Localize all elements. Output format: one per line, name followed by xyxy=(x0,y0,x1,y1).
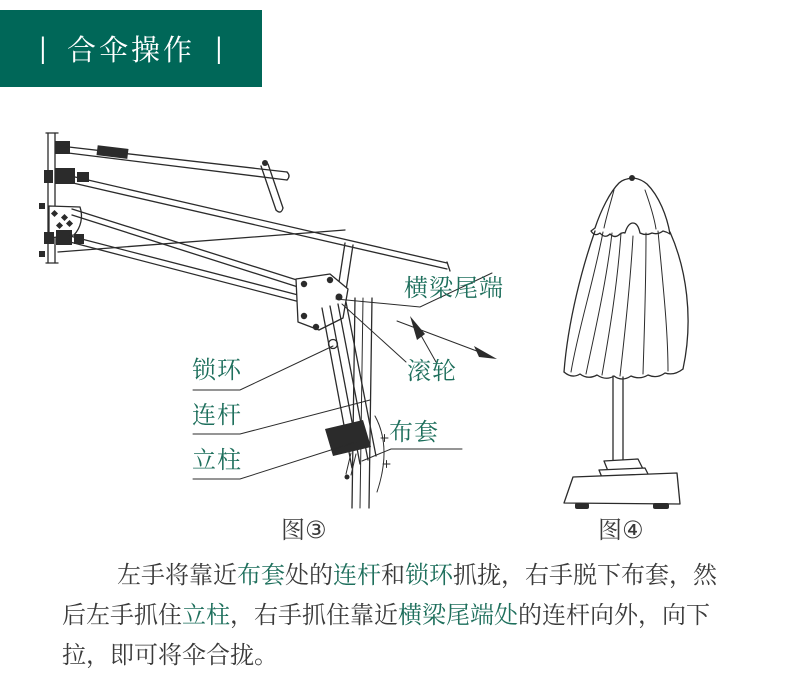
banner-right-bar: | xyxy=(215,31,223,65)
figure4-caption: 图④ xyxy=(598,517,644,544)
section-banner xyxy=(0,10,262,87)
instruction-line-3 xyxy=(62,636,742,674)
figure3-caption: 图③ xyxy=(281,517,327,544)
text-segment: 和 xyxy=(381,562,405,589)
label-roller: 滚轮 xyxy=(407,358,457,385)
figures-line-art xyxy=(0,110,790,560)
text-segment: ，右手抓住靠近 xyxy=(230,602,398,629)
text-segment: 抓拢，右手脱下布套，然 xyxy=(453,562,717,589)
label-beam-tail-end: 横梁尾端 xyxy=(404,275,504,302)
instruction-line-1 xyxy=(62,556,742,596)
instruction-line-2 xyxy=(62,596,742,636)
text-segment: 拉，即可将伞合拢。 xyxy=(62,642,278,669)
text-segment-accent: 横梁尾端处 xyxy=(398,602,518,629)
text-segment-accent: 布套 xyxy=(237,562,285,589)
figure4-drawing xyxy=(564,175,688,509)
label-lock-ring: 锁环 xyxy=(192,357,242,384)
text-segment-accent: 锁环 xyxy=(405,562,453,589)
section-title: 合伞操作 xyxy=(66,35,195,67)
figure3-drawing xyxy=(39,133,497,508)
text-segment: 的连杆向外，向下 xyxy=(518,602,710,629)
text-segment-accent: 立柱 xyxy=(182,602,230,629)
text-segment: 处的 xyxy=(285,562,333,589)
label-connecting-rod: 连杆 xyxy=(192,402,242,429)
label-pole: 立柱 xyxy=(192,447,242,474)
text-segment: 左手将靠近 xyxy=(117,562,237,589)
label-cloth-cover: 布套 xyxy=(389,419,439,446)
banner-left-bar: | xyxy=(39,31,47,65)
text-segment: 后左手抓住 xyxy=(62,602,182,629)
instruction-paragraph xyxy=(62,556,742,674)
text-segment-accent: 连杆 xyxy=(333,562,381,589)
